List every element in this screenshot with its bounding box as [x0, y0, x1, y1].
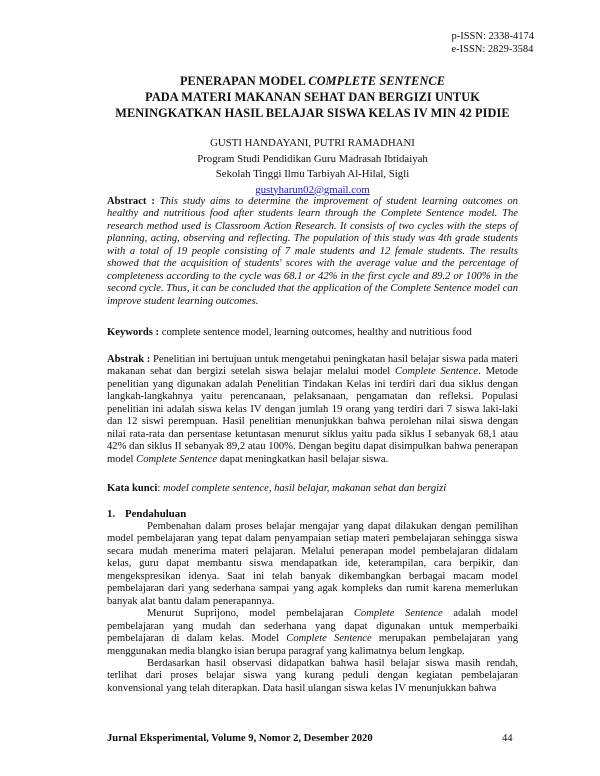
abstract-indonesian — [107, 354, 518, 466]
paragraph-text: adalah model pembelajaran yang mudah dan sederhana yang dapat digunakan untuk memperbaiki pembelajaran di dalam kelas. Model — [107, 608, 518, 645]
kata-kunci-label: Kata kunci — [107, 483, 158, 494]
abstrak-italic: Complete Sentence — [395, 366, 479, 378]
abstract-label: Abstract : — [107, 196, 155, 207]
author-email-link[interactable]: gustyharun02@gmail.com — [255, 183, 370, 196]
paragraph-2 — [107, 608, 518, 658]
author-institution: Sekolah Tinggi Ilmu Tarbiyah Al-Hilal, Sigli — [215, 168, 410, 180]
author-names: GUSTI HANDAYANI, PUTRI RAMADHANI — [210, 137, 415, 149]
title-line-2: PADA MATERI MAKANAN SEHAT DAN BERGIZI UNTUK — [145, 90, 480, 104]
abstrak-text: . Metode penelitian yang digunakan adalah Penelitian Tindakan Kelas ini terdiri dari dua siklus dengan langkah-langkahnya yaitu perencanaan, pelaksanaan, pengamatan dan refleksi. Populasi penelitian ini adalah siswa kelas IV dengan jumlah 19 orang yang terdiri dari 7 siswa laki-laki dan 12 siswi perempuan. Hasil penelitian menunjukkan bahwa perolehan nilai siswa dengan nilai rata-rata dan persentase ketuntasan menurut siklus yaitu pada siklus I sebanyak 68,1 atau 42% dan siklus II sebanyak 89,2 atau 100%. Dengan begitu dapat disimpulkan bahwa penerapan model — [107, 366, 518, 465]
electronic-issn: e-ISSN: 2829-3584 — [451, 44, 534, 55]
paragraph-text: merupakan pembelajaran yang menggunakan media blangko isian berupa paragraf yang kalimatnya belum lengkap. — [107, 633, 519, 657]
abstract-english — [107, 196, 518, 308]
kata-kunci — [107, 483, 518, 495]
author-program: Program Studi Pendidikan Guru Madrasah Ibtidaiyah — [197, 152, 428, 165]
abstrak-text: Penelitian ini bertujuan untuk mengetahui peningkatan hasil belajar siswa pada materi makanan sehat dan bergizi setelah siswa belajar melalui model — [107, 354, 519, 378]
paper-title — [100, 73, 525, 121]
abstrak-label: Abstrak : — [107, 354, 151, 365]
section-heading — [107, 508, 518, 521]
section-number: 1. — [107, 508, 116, 520]
keywords-label: Keywords : — [107, 327, 160, 338]
paragraph-1: Pembenahan dalam proses belajar mengajar yang dapat dilakukan dengan pemilihan model pembelajaran yang tepat dalam penyampaian setiap materi pembelajaran sehingga siswa secara mudah menerima materi pelajaran. Melalui penerapan model pembelajaran didalam kelas, guru dapat membantu siswa mendapatkan ide, keterampilan, cara berpikir, dan mengekspresikan idenya. Saat ini telah banyak dikembangkan berbagai macam model pembelajaran dari yang sederhana sampai yang agak kompleks dan rumit karena memerlukan banyak alat bantu dalam penerapannya. — [107, 521, 518, 607]
abstrak-italic: Complete Sentence — [136, 453, 218, 465]
page-number: 44 — [502, 733, 513, 744]
section-introduction — [107, 508, 518, 695]
paragraph-text: Menurut Suprijono, model pembelajaran — [147, 608, 354, 620]
kata-kunci-text: model complete sentence, hasil belajar, makanan sehat dan bergizi — [162, 483, 447, 494]
paragraph-italic: Complete Sentence — [353, 608, 443, 620]
abstrak-text: dapat meningkatkan hasil belajar siswa. — [217, 453, 389, 465]
title-line-3: MENINGKATKAN HASIL BELAJAR SISWA KELAS IV MIN 42 PIDIE — [115, 106, 510, 120]
title-line-1-italic: COMPLETE SENTENCE — [308, 74, 446, 88]
title-line-1: PENERAPAN MODEL — [179, 74, 309, 88]
kata-kunci-colon: : — [157, 483, 163, 494]
paragraph-italic: Complete Sentence — [286, 633, 372, 645]
issn-block — [451, 30, 534, 56]
author-block — [100, 136, 525, 198]
print-issn: p-ISSN: 2338-4174 — [451, 31, 534, 42]
paragraph-3: Berdasarkan hasil observasi didapatkan bahwa hasil belajar siswa masih rendah, terlihat dari proses belajar siswa yang kurang peduli dengan kegiatan pembelajaran konvensional yang telah diterapkan. Data hasil ulangan siswa kelas IV menunjukkan bahwa — [107, 657, 518, 694]
journal-footer: Jurnal Eksperimental, Volume 9, Nomor 2, Desember 2020 — [107, 733, 373, 744]
keywords — [107, 327, 518, 339]
keywords-text: complete sentence model, learning outcomes, healthy and nutritious food — [159, 327, 472, 338]
section-title: Pendahuluan — [125, 508, 187, 520]
abstract-text: This study aims to determine the improvement of student learning outcomes on healthy and nutritious food after students learn through the Complete Sentence model. The research method used is Classroom Action Research. It consists of two cycles with the steps of planning, acting, observing and reflecting. The population of this study was 4th grade students with a total of 19 people consisting of 7 male students and 12 female students. The results showed that the acquisition of students' scores with the average value and the percentage of completeness according to the cycle was 68.1 or 42% in the first cycle and 89.2 or 100% in the second cycle. Thus, it can be concluded that the application of the Complete Sentence model can improve student learning outcomes. — [107, 196, 518, 307]
